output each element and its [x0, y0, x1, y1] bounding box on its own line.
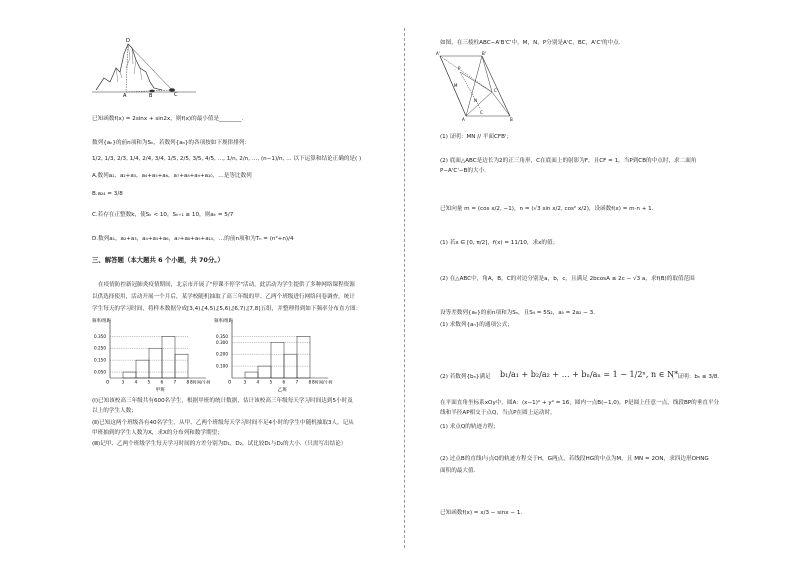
circle-q2-cont: 面积的最大值.: [440, 468, 476, 474]
bar-[7,8]: [175, 354, 188, 378]
prism-q2-cont: P−A'C'−B的大小.: [440, 168, 486, 174]
circle-q1: (1) 求点Q的轨迹方程；: [440, 424, 499, 430]
prism-q2: (2) 底面△ABC是边长为2的正三角形，C在底面上的射影为F，且CF = 1，当P到CB的中点时，求二面角: [440, 158, 697, 164]
mountain-figure: [92, 38, 202, 98]
bar-[5,6): [271, 342, 284, 378]
problem-paragraph-3: 学生每天的学习时间，将样本数据分成[3,4),[4,5),[5,6),[6,7),[7,8]五组，并整理得到如下频率分布直方图：: [92, 306, 362, 312]
section-heading: 三、解答题（本大题共 6 个小题，共 70分。）: [92, 256, 224, 264]
arith-seq-intro: 设等差数列{aₙ}的前n项和为Sₙ，且S₄ = 5S₂，a₅ = 2a₂ − 3.: [440, 310, 595, 316]
x-tick-label: 8: [308, 379, 312, 385]
x-axis-unit: 8时间/小时: [312, 379, 333, 385]
subquestion-2: (Ⅱ)已知这两个班级各有40名学生，从甲、乙两个班级每天学习时间不足4小时的学生中随机抽取3人，记从: [92, 420, 354, 426]
label-a: A: [462, 117, 465, 122]
circle-intro: 在平面直角坐标系xOy中，圆A：(x−1)² + y² = 16，圆内一点B(−1,0)，P是圆上任意一点，线段BP的垂直平分: [440, 400, 720, 406]
option-c: C.若存在正整数k，使Sₖ < 10，Sₖ₊₁ ≥ 10，则aₖ = 5/7: [92, 212, 234, 218]
question-function-min: 已知函数f(x) = 2sinx + sin2x，则f(x)的最小值是________.: [92, 116, 244, 122]
x-tick-label: 7: [295, 379, 299, 385]
x-tick-label: 4: [256, 379, 260, 385]
y-axis-label: 频率/组距: [92, 319, 112, 324]
bar-[4,5): [136, 360, 149, 378]
label-b: B: [149, 93, 153, 99]
label-b-prime: B': [482, 51, 486, 56]
x-tick-label: 6: [282, 379, 286, 385]
y-tick-label: 0.150: [94, 357, 106, 363]
bar-[5,6): [149, 348, 162, 378]
subquestion-3: (Ⅲ)记甲、乙两个班级学生每天学习时间的方差分别为D₁，D₂，试比较D₁与D₂的大小.（只需写出结论）: [92, 441, 347, 447]
question-sequence-row: 1/2, 1/3, 2/3, 1/4, 2/4, 3/4, 1/5, 2/5, 3/5, 4/5, …, 1/n, 2/n, …, (n−1)/n, … 以下运算和结论正确的是( ): [92, 156, 362, 162]
problem-paragraph-2: 以供选择使用，活动开展一个月后，某学校随机抽取了高三年级的甲、乙两个班级进行网络问卷调查，统计: [92, 294, 355, 300]
y-tick-label: 0.200: [216, 351, 228, 357]
subquestion-1: (Ⅰ)已知该校高三年级共有600名学生，根据甲班的统计数据，估计该校高三年级每天学习时间达到5小时及: [92, 398, 353, 404]
x-tick-label: 5: [269, 379, 273, 385]
x-tick-label: 5: [147, 379, 151, 385]
label-c: C: [174, 92, 178, 98]
bar-[4,5): [258, 366, 271, 378]
option-b: B.a₂₄ = 3/8: [92, 191, 123, 197]
prism-intro: 如图，在三棱柱ABC−A'B'C'中，M，N，P分别是A'C，BC，A'C'的中点.: [440, 40, 621, 46]
circle-q2: (2) 过点B的直线l与点Q的轨迹方程交于H，G两点，若线段HG的中点为M，且 MN = 2ON，求四边形OHNG: [440, 456, 709, 462]
option-a: A.数列a₁，a₂+a₃，a₄+a₅+a₆，a₇+a₈+a₉+a₁₀，…是等比数列: [92, 173, 252, 179]
y-tick-label: 0.250: [94, 345, 106, 351]
x-tick-label: 6: [160, 379, 164, 385]
x-axis-label: 甲班: [155, 388, 166, 393]
y-tick-label: 0.350: [216, 333, 228, 339]
label-c-prime: C': [494, 88, 498, 93]
y-tick-label: 0.050: [94, 369, 106, 375]
arith-seq-q1: (1) 求数列{aₙ}的通项公式；: [440, 322, 513, 328]
problem-paragraph-1: 在疫情防控新冠肺炎疫情期间，北京市开展了"停课不停学"活动，此活动为学生提供了多种网络课程资源: [98, 282, 355, 288]
arith-seq-formula: b₁/a₁ + b₂/a₂ + … + bₙ/aₙ = 1 − 1/2ⁿ, n ∈ N*: [500, 370, 679, 379]
x-axis-label: 乙班: [277, 388, 288, 393]
x-tick-label: 8: [186, 379, 190, 385]
bar-[3,4): [245, 372, 258, 378]
bar-[7,8]: [297, 336, 310, 378]
label-a: A: [123, 93, 127, 99]
x-tick-label: 4: [134, 379, 138, 385]
subquestion-2-cont: 甲班抽到的学生人数为X，求X的分布列和数学期望；: [92, 430, 223, 436]
histogram-yi: [210, 316, 340, 396]
prism-figure: [436, 52, 516, 122]
last-question: 已知函数f(x) = x/3 − sinx − 1.: [440, 510, 523, 516]
histogram-jia: [88, 316, 218, 396]
bar-[3,4): [123, 372, 136, 378]
y-tick-label: 0.100: [216, 363, 228, 369]
triangle-q2: (2) 在△ABC中，角A，B，C的对边分别是a，b，c，且满足 2bcosA ≤ 2c − √3 a，求f(B)的取值范围: [440, 276, 695, 282]
x-tick-label: O: [106, 379, 110, 385]
subquestion-1-cont: 以上的学生人数；: [92, 408, 137, 414]
label-c: C: [480, 110, 483, 115]
bar-[6,7): [162, 336, 175, 378]
x-axis-unit: 8时间/小时: [190, 379, 211, 385]
x-tick-label: 3: [243, 379, 247, 385]
y-tick-label: 0.300: [216, 339, 228, 345]
y-tick-label: 0.350: [94, 333, 106, 339]
label-n: N: [474, 98, 477, 103]
x-tick-label: O: [228, 379, 232, 385]
label-a-prime: A': [436, 51, 440, 56]
column-divider: [404, 28, 405, 548]
label-b: B: [510, 117, 513, 122]
vector-intro: 已知向量 m = (cos x/2, −1)，n = (√3 sin x/2, cos² x/2)，设函数f(x) = m·n + 1.: [440, 206, 654, 212]
label-m: M: [454, 83, 458, 88]
question-sequence-intro: 数列{aₙ}的前n项和为Sₙ，若数列{aₙ}的各项按如下规律排列：: [92, 140, 250, 146]
circle-intro-cont: 线和半径AP相交于点Q，当点P在圆上运动时，: [440, 410, 556, 416]
arith-seq-q2: (2) 若数列{bₙ}满足: [440, 374, 491, 380]
label-p: P: [458, 66, 461, 71]
option-d: D.数列a₁，a₂+a₃，a₄+a₅+a₆，a₇+a₈+a₉+a₁₀，…的前n项和为Tₙ = (n²+n)/4: [92, 236, 294, 242]
y-axis-label: 频率/组距: [214, 319, 234, 324]
arith-seq-q2-tail: ，证明：bₙ ≤ 3/8.: [672, 374, 720, 380]
prism-q1: (1) 证明：MN // 平面CFB'；: [440, 134, 513, 140]
x-tick-label: 7: [173, 379, 177, 385]
x-tick-label: 3: [121, 379, 125, 385]
label-d: D: [126, 38, 130, 44]
vector-q1: (1) 若x ∈ [0, π/2]，f(x) = 11/10，求x的值；: [440, 240, 559, 246]
